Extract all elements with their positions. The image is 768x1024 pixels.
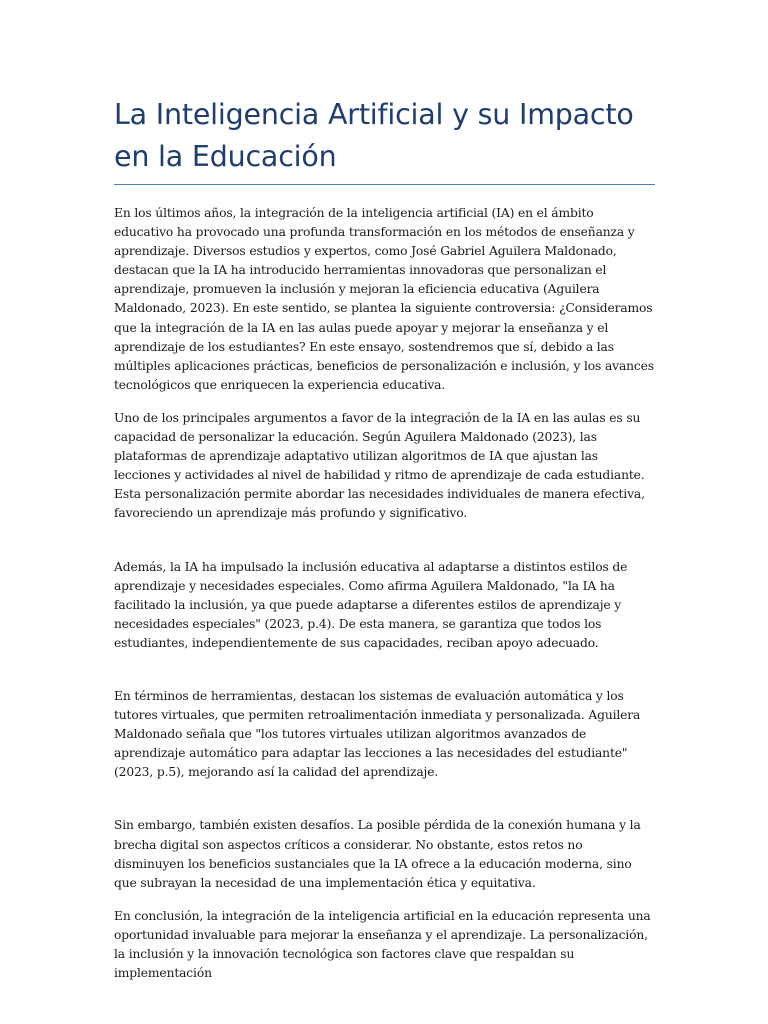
paragraph-introduction: En los últimos años, la integración de la inteligencia artificial (IA) en el ámbito educativo ha provocado una profunda transformación en los métodos de enseñanza y aprendizaje. Diversos estudios y expertos, como José Gabriel Aguilera Maldonado, destacan que la IA ha introducido herramientas innovadoras que personalizan el aprendizaje, promueven la inclusión y mejoran la eficiencia educativa (Aguilera Maldonado, 2023). En este sentido, se plantea la siguiente controversia: ¿Consideramos que la integración de la IA en las aulas puede apoyar y mejorar la enseñanza y el aprendizaje de los estudiantes? En este ensayo, sostendremos que sí, debido a las múltiples aplicaciones prácticas, beneficios de personalización e inclusión, y los avances tecnológicos que enriquecen la experiencia educativa. <box>114 206 654 392</box>
title-underline <box>114 184 655 185</box>
paragraph-inclusion: Además, la IA ha impulsado la inclusión educativa al adaptarse a distintos estilos de aprendizaje y necesidades especiales. Como afirma Aguilera Maldonado, "la IA ha facilitado la inclusión, ya que puede adaptarse a diferentes estilos de aprendizaje y necesidades especiales" (2023, p.4). De esta manera, se garantiza que todos los estudiantes, independientemente de sus capacidades, reciban apoyo adecuado. <box>114 559 628 650</box>
paragraph-personalization: Uno de los principales argumentos a favor de la integración de la IA en las aulas es su capacidad de personalizar la educación. Según Aguilera Maldonado (2023), las plataformas de aprendizaje adaptativo utilizan algoritmos de IA que ajustan las lecciones y actividades al nivel de habilidad y ritmo de aprendizaje de cada estudiante. Esta personalización permite abordar las necesidades individuales de manera efectiva, favoreciendo un aprendizaje más profundo y significativo. <box>114 410 645 521</box>
paragraph-tools: En términos de herramientas, destacan los sistemas de evaluación automática y los tutores virtuales, que permiten retroalimentación inmediata y personalizada. Aguilera Maldonado señala que "los tutores virtuales utilizan algoritmos avanzados de aprendizaje automático para adaptar las lecciones a las necesidades del estudiante" (2023, p.5), mejorando así la calidad del aprendizaje. <box>114 688 641 780</box>
paragraph-conclusion: En conclusión, la integración de la inteligencia artificial en la educación representa una oportunidad invaluable para mejorar la enseñanza y el aprendizaje. La personalización, la inclusión y la innovación tecnológica son factores clave que respaldan su implementación <box>114 908 651 981</box>
document-title: La Inteligencia Artificial y su Impacto en la Educación <box>114 98 634 173</box>
paragraph-challenges: Sin embargo, también existen desafíos. La posible pérdida de la conexión humana y la brecha digital son aspectos críticos a considerar. No obstante, estos retos no disminuyen los beneficios sustanciales que la IA ofrece a la educación moderna, sino que subrayan la necesidad de una implementación ética y equitativa. <box>114 818 641 890</box>
document-page <box>114 94 655 997</box>
